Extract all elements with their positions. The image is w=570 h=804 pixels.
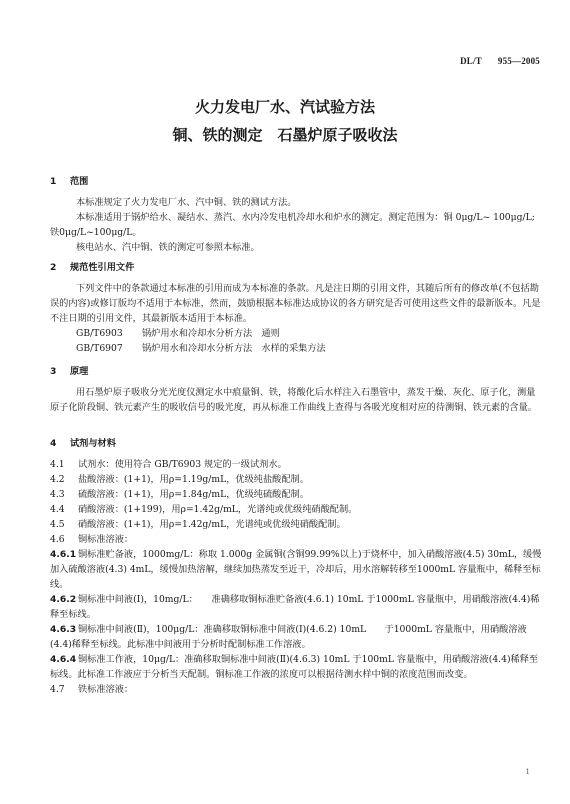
subclause-item: 4.6.2 铜标准中间液(Ⅰ)，10mg/L： 准确移取铜标准贮备液(4.6.1) 10mL 于1000mL 容量瓶中，用硝酸溶液(4.4)稀释至标线。 xyxy=(50,594,540,620)
clause-item: 4.3 硫酸溶液：(1+1)，用ρ=1.84g/mL，优级纯硫酸配制。 xyxy=(50,489,309,500)
section-3 xyxy=(50,364,542,415)
document-subtitle: 铜、铁的测定 石墨炉原子吸收法 xyxy=(172,126,398,144)
clause-item: 4.5 硝酸溶液：(1+1)，用ρ=1.42g/mL，光谱纯或优级纯硝酸配制。 xyxy=(50,519,346,530)
paragraph: 下列文件中的条款通过本标准的引用而成为本标准的条款。凡是注日期的引用文件，其随后所有的修改单(不包括勘误的内容)或修订版均不适用于本标准，然而，鼓励根据本标准达成协议的各方研究是否可使用这些文件的最新版本。凡是不注日期的引用文件，其最新版本适用于本标准。 xyxy=(50,283,541,324)
standard-code: DL/T xyxy=(460,56,482,66)
reference-item: GB/T6907 锅炉用水和冷却水分析方法 水样的采集方法 xyxy=(76,343,326,354)
clause-item: 4.2 盐酸溶液：(1+1)，用ρ=1.19g/mL，优级纯盐酸配制。 xyxy=(50,474,309,485)
paragraph: 用石墨炉原子吸收分光光度仪测定水中痕量铜、铁，将酸化后水样注入石墨管中，蒸发干燥、灰化、原子化，测量原子化阶段铜、铁元素产生的吸收信号的吸光度，再从标准工作曲线上查得与各吸光度相对应的待测铜、铁元素的含量。 xyxy=(50,387,537,413)
paragraph: 本标准适用于锅炉给水、凝结水、蒸汽、水内冷发电机冷却水和炉水的测定。测定范围为：铜 0μg/L~ 100μg/L; 铁0μg/L~100μg/L。 xyxy=(50,212,535,238)
reference-item: GB/T6903 锅炉用水和冷却水分析方法 通则 xyxy=(76,328,280,339)
section-heading: 2 规范性引用文件 xyxy=(50,262,135,273)
section-heading: 1 范围 xyxy=(50,176,89,187)
paragraph: 核电站水、汽中铜、铁的测定可参照本标准。 xyxy=(76,242,260,253)
standard-number: 955—2005 xyxy=(497,56,540,66)
section-4 xyxy=(50,436,542,697)
clause-item: 4.7 铁标准溶液： xyxy=(50,684,134,695)
section-1 xyxy=(50,174,542,255)
standard-header xyxy=(460,56,540,66)
subclause-item: 4.6.1 铜标准贮备液，1000mg/L：称取 1.000g 金属铜(含铜99.99%以上)于烧杯中，加入硝酸溶液(4.5) 30mL，缓慢加入硫酸溶液(4.3) 4mL，缓慢加热溶解，继续加热蒸发至近干，冷却后，用水溶解转移至1000mL 容量瓶中，稀释至标线。 xyxy=(50,549,542,590)
section-heading: 3 原理 xyxy=(50,366,89,377)
page-number: 1 xyxy=(525,768,530,776)
paragraph: 本标准规定了火力发电厂水、汽中铜、铁的测试方法。 xyxy=(76,197,297,208)
document-title: 火力发电厂水、汽试验方法 xyxy=(194,98,375,116)
section-heading: 4 试剂与材料 xyxy=(50,438,116,449)
subclause-item: 4.6.3 铜标准中间液(Ⅱ)，100μg/L：准确移取铜标准中间液(Ⅰ)(4.6.2) 10mL 于1000mL 容量瓶中，用硝酸溶液(4.4)稀释至标线。此标准中间液用于分析时配制标准工作溶液。 xyxy=(50,624,527,650)
subclause-item: 4.6.4 铜标准工作液，10μg/L：准确移取铜标准中间液(Ⅱ)(4.6.3) 10mL 于100mL 容量瓶中，用硝酸溶液(4.4)稀释至标线。此标准工作液应于分析当天配制。铜标准工作液的浓度可以根据待测水样中铜的浓度范围而改变。 xyxy=(50,654,539,680)
clause-item: 4.4 硝酸溶液：(1+199)，用ρ=1.42g/mL，光谱纯或优级纯硝酸配制。 xyxy=(50,504,358,515)
section-2 xyxy=(50,260,542,356)
clause-item: 4.1 试剂水：使用符合 GB/T6903 规定的一级试剂水。 xyxy=(50,459,287,470)
clause-item: 4.6 铜标准溶液： xyxy=(50,534,134,545)
